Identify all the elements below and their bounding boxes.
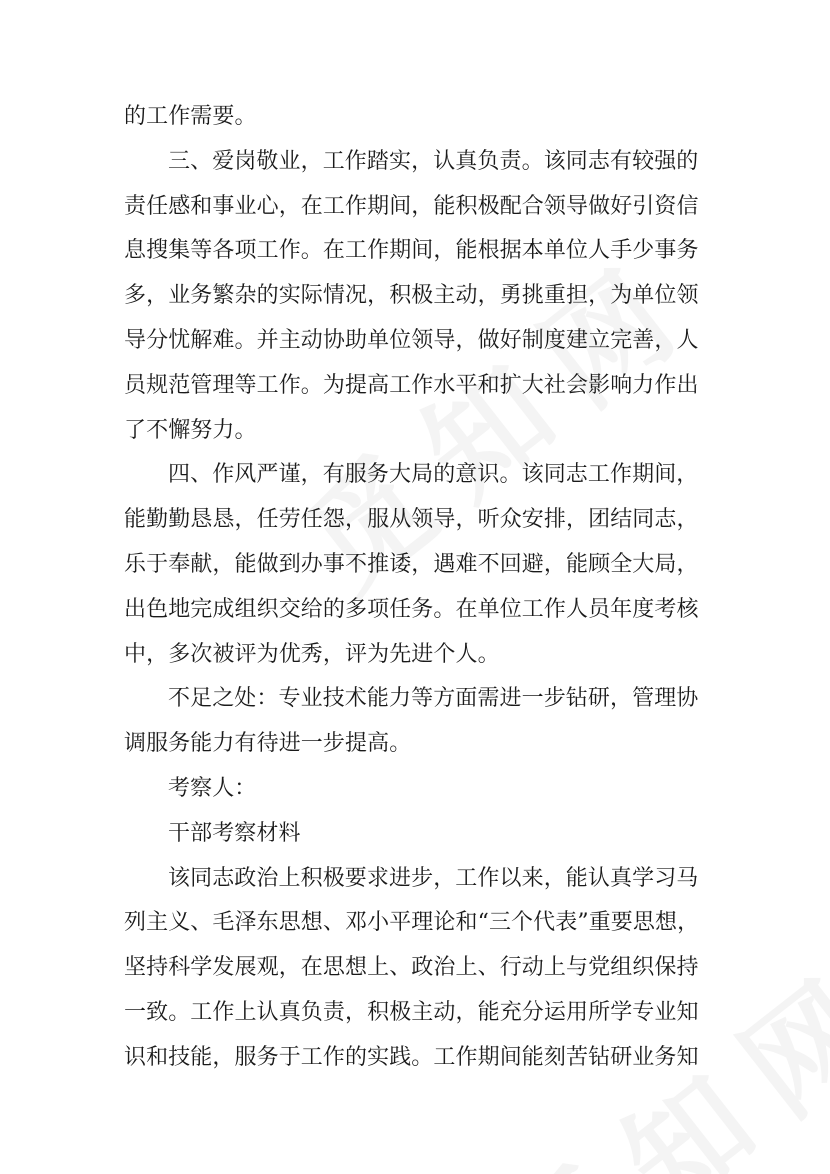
- text-line: 四、作风严谨，有服务大局的意识。该同志工作期间，: [168, 462, 699, 488]
- text-line: 一致。工作上认真负责，积极主动，能充分运用所学专业知: [124, 999, 699, 1025]
- text-line: 识和技能，服务于工作的实践。工作期间能刻苦钻研业务知: [124, 1044, 699, 1070]
- text-line: 列主义、毛泽东思想、邓小平理论和“三个代表”重要思想，: [124, 910, 700, 936]
- text-line: 乐于奉献，能做到办事不推诿，遇难不回避，能顾全大局，: [124, 551, 699, 577]
- text-line: 了不懈努力。: [124, 417, 257, 443]
- text-line: 员规范管理等工作。为提高工作水平和扩大社会影响力作出: [124, 372, 699, 398]
- text-line: 该同志政治上积极要求进步，工作以来，能认真学习马: [168, 865, 699, 891]
- text-line: 责任感和事业心，在工作期间，能积极配合领导做好引资信: [124, 193, 699, 219]
- text-line: 不足之处：专业技术能力等方面需进一步钻研，管理协: [168, 686, 699, 712]
- text-line: 中，多次被评为优秀，评为先进个人。: [124, 641, 500, 667]
- text-line: 出色地完成组织交给的多项任务。在单位工作人员年度考核: [124, 596, 699, 622]
- text-line: 三、爱岗敬业，工作踏实，认真负责。该同志有较强的: [168, 148, 699, 174]
- text-line: 导分忧解难。并主动协助单位领导，做好制度建立完善，人: [124, 327, 699, 353]
- text-line: 的工作需要。: [124, 104, 257, 129]
- document-body: [124, 95, 714, 1081]
- section-title: 干部考察材料: [168, 820, 301, 846]
- text-line: 坚持科学发展观，在思想上、政治上、行动上与党组织保持: [124, 955, 699, 981]
- text-line: 能勤勤恳恳，任劳任怨，服从领导，听众安排，团结同志，: [124, 507, 699, 533]
- text-line: 多，业务繁杂的实际情况，积极主动，勇挑重担，为单位领: [124, 283, 699, 309]
- text-line: 调服务能力有待进一步提高。: [124, 731, 412, 757]
- text-line: 息搜集等各项工作。在工作期间，能根据本单位人手少事务: [124, 238, 699, 264]
- text-line: 考察人：: [168, 775, 257, 801]
